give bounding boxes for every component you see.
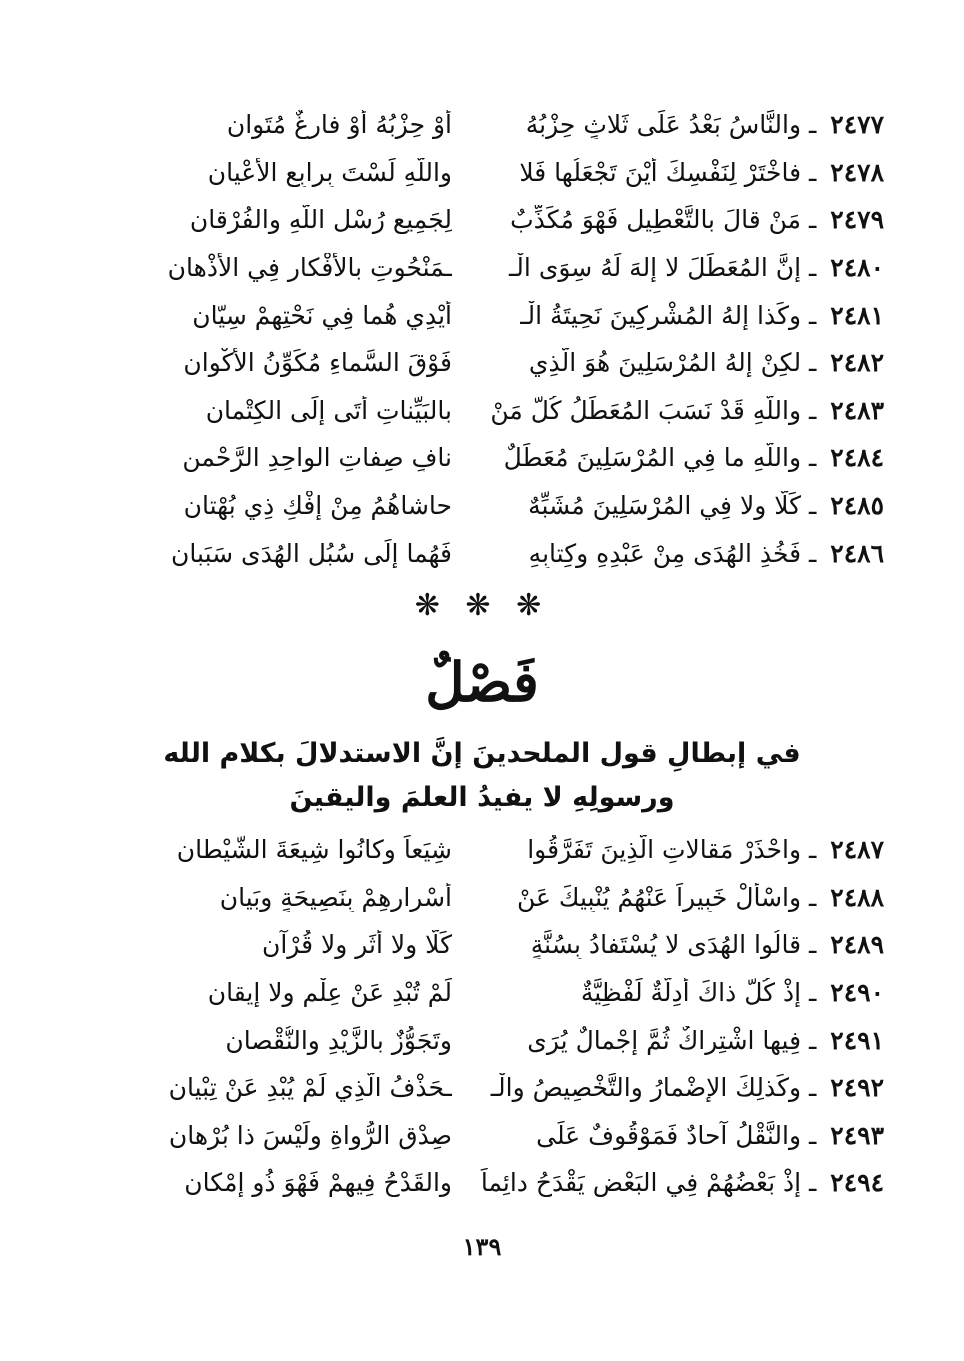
verse-number: ٢٤٩١ <box>830 1025 884 1055</box>
verse-second-hemistich: أيْدِي هُما فِي نَحْتِهِمْ سِيّانِ <box>192 300 452 330</box>
verse-text: والنَّقْلُ آحادٌ فَمَوْقُوفٌ عَلَى <box>536 1120 802 1150</box>
section-title: فَصْلٌ <box>425 650 539 714</box>
verse-text: فَخُذِ الهُدَى مِنْ عَبْدِهِ وكِتابِهِ <box>528 538 802 568</box>
verse-number: ٢٤٨١ <box>830 300 884 330</box>
verse-line <box>92 874 884 922</box>
verse-second-hemistich: شِيَعاً وكانُوا شِيعَةَ الشَّيْطانِ <box>176 835 452 865</box>
verse-second-hemistich: نافٍ صِفاتِ الواحِدِ الرَّحْمنِ <box>182 443 452 473</box>
verse-second-hemistich: ـمَنْحُوتِ بالأفْكارِ فِي الأذْهانِ <box>167 253 452 283</box>
verse-first-hemistich: ٢٤٨٢ ـ لكِنْ إلهُ المُرْسَلِينَ هُوَ الَّذِي <box>528 348 884 378</box>
verse-line <box>92 101 884 149</box>
verse-line <box>92 196 884 244</box>
verse-second-hemistich: بالبَيِّناتِ أتَى إلَى الكِتْمانِ <box>205 395 452 425</box>
verse-number: ٢٤٨٤ <box>830 443 884 473</box>
verse-first-hemistich: ٢٤٩١ ـ فِيها اشْتِراكٌ ثُمَّ إجْمالٌ يُرَى <box>527 1025 884 1055</box>
verse-line <box>92 291 884 339</box>
verse-first-hemistich: ٢٤٨٧ ـ واحْذَرْ مَقالاتِ الَّذِينَ تَفَرَّقُوا <box>527 835 884 865</box>
verse-second-hemistich: وتَجَوُّزٌ بالزَّيْدِ والنُّقْصانِ <box>225 1025 452 1055</box>
verse-number: ٢٤٨٨ <box>830 882 884 912</box>
verse-number: ٢٤٩٤ <box>830 1168 884 1198</box>
verse-first-hemistich: ٢٤٨٩ ـ قالُوا الهُدَى لا يُسْتَفادُ بِسُنَّةٍ <box>530 930 884 960</box>
verse-first-hemistich: ٢٤٩٣ ـ والنَّقْلُ آحادٌ فَمَوْقُوفٌ عَلَى <box>536 1120 884 1150</box>
verse-text: قالُوا الهُدَى لا يُسْتَفادُ بِسُنَّةٍ <box>530 930 802 960</box>
verse-text: فاخْتَرْ لِنَفْسِكَ أيْنَ تَجْعَلُها فَلا <box>519 157 802 187</box>
verse-number: ٢٤٩٢ <box>830 1073 884 1103</box>
verse-text: لكِنْ إلهُ المُرْسَلِينَ هُوَ الَّذِي <box>528 348 802 378</box>
verse-second-hemistich: أسْرارِهِمْ بِنَصِيحَةٍ وبَيانِ <box>219 882 452 912</box>
verse-line <box>92 482 884 530</box>
verse-second-hemistich: واللّهِ لَسْتَ بِرابِعِ الأعْيانِ <box>207 157 452 187</box>
section-separator: ❋ ❋ ❋ <box>414 588 550 623</box>
verse-second-hemistich: لِجَمِيعِ رُسْلِ اللّهِ والفُرْقانِ <box>189 205 452 235</box>
page-number: ١٣٩ <box>462 1232 502 1261</box>
verse-line <box>92 434 884 482</box>
verse-second-hemistich: والقَدْحُ فِيهِمْ فَهْوَ ذُو إمْكانِ <box>184 1168 452 1198</box>
verse-line <box>92 1159 884 1207</box>
verse-number: ٢٤٨٣ <box>830 395 884 425</box>
verse-text: وكَذلِكَ الإضْمارُ والتَّخْصِيصُ والْـ <box>490 1073 802 1103</box>
verse-text: إذْ كُلُّ ذاكَ أدِلَّةٌ لَفْظِيَّةٌ <box>580 978 802 1008</box>
verse-first-hemistich: ٢٤٧٨ ـ فاخْتَرْ لِنَفْسِكَ أيْنَ تَجْعَلُها فَلا <box>519 157 884 187</box>
verse-line <box>92 921 884 969</box>
verse-first-hemistich: ٢٤٩٠ ـ إذْ كُلُّ ذاكَ أدِلَّةٌ لَفْظِيَّةٌ <box>580 978 884 1008</box>
verse-first-hemistich: ٢٤٩٢ ـ وكَذلِكَ الإضْمارُ والتَّخْصِيصُ والْـ <box>490 1073 884 1103</box>
verse-first-hemistich: ٢٤٨٥ ـ كَلّا ولا فِي المُرْسَلِينَ مُشَبِّهٌ <box>528 491 884 521</box>
verse-second-hemistich: حاشاهُمُ مِنْ إفْكِ ذِي بُهْتانِ <box>183 491 452 521</box>
verse-second-hemistich: أوْ حِزْبُهُ أوْ فارِغٌ مُتَوانِ <box>226 110 452 140</box>
verse-number: ٢٤٨٧ <box>830 835 884 865</box>
verse-number: ٢٤٨٩ <box>830 930 884 960</box>
section-heading-line-2: ورسولِهِ لا يفيدُ العلمَ واليقينَ <box>289 782 675 813</box>
verse-second-hemistich: صِدْقِ الرُّواةِ ولَيْسَ ذا بُرْهانِ <box>168 1120 452 1150</box>
verse-line <box>92 244 884 292</box>
verse-line <box>92 1064 884 1112</box>
verse-text: والنَّاسُ بَعْدُ عَلَى ثَلاثٍ حِزْبُهُ <box>525 110 802 140</box>
verse-text: واسْألْ خَبِيراً عَنْهُمُ يُنْبِيكَ عَنْ <box>517 882 802 912</box>
verse-line <box>92 339 884 387</box>
verse-first-hemistich: ٢٤٩٤ ـ إذْ بَعْضُهُمْ فِي البَعْضِ يَقْدَحُ دائِماً <box>480 1168 884 1198</box>
verse-text: وكَذا إلهُ المُشْرِكِينَ نَحِيتَةُ الْـ <box>520 300 802 330</box>
verse-number: ٢٤٨٥ <box>830 491 884 521</box>
verse-text: فِيها اشْتِراكٌ ثُمَّ إجْمالٌ يُرَى <box>527 1025 802 1055</box>
verses-block-bottom <box>92 826 884 1207</box>
verse-number: ٢٤٨٦ <box>830 538 884 568</box>
verse-number: ٢٤٨٠ <box>830 253 884 283</box>
verse-second-hemistich: كَلّا ولا أثَرٍ ولا قُرْآنِ <box>261 930 452 960</box>
verse-first-hemistich: ٢٤٨١ ـ وكَذا إلهُ المُشْرِكِينَ نَحِيتَةُ الْـ <box>520 300 884 330</box>
verse-second-hemistich: لَمْ تُبْدِ عَنْ عِلْمٍ ولا إيقانِ <box>207 978 452 1008</box>
verse-text: مَنْ قالَ بالتَّعْطِيلِ فَهْوَ مُكَذِّبٌ <box>510 205 802 235</box>
verse-line <box>92 1112 884 1160</box>
verse-line <box>92 387 884 435</box>
verse-line <box>92 826 884 874</box>
verse-number: ٢٤٧٨ <box>830 157 884 187</box>
verse-text: إذْ بَعْضُهُمْ فِي البَعْضِ يَقْدَحُ دائِماً <box>480 1168 802 1198</box>
verse-number: ٢٤٩٠ <box>830 978 884 1008</box>
verse-text: إنَّ المُعَطِّلَ لا إلهَ لَهُ سِوَى الْـ <box>508 253 802 283</box>
verse-number: ٢٤٧٧ <box>830 110 884 140</box>
verse-second-hemistich: ـحَذْفُ الَّذِي لَمْ يُبْدِ عَنْ تِبْيانِ <box>168 1073 452 1103</box>
verse-number: ٢٤٨٢ <box>830 348 884 378</box>
verse-first-hemistich: ٢٤٨٣ ـ واللّهِ قَدْ نَسَبَ المُعَطِّلُ كُلَّ مَنْ <box>490 395 884 425</box>
verse-second-hemistich: فَوْقَ السَّماءِ مُكَوِّنُ الأكْوانِ <box>183 348 452 378</box>
verse-first-hemistich: ٢٤٨٨ ـ واسْألْ خَبِيراً عَنْهُمُ يُنْبِيكَ عَنْ <box>517 882 884 912</box>
verse-first-hemistich: ٢٤٨٤ ـ واللّهِ ما فِي المُرْسَلِينَ مُعَطِّلٌ <box>503 443 884 473</box>
verse-line <box>92 149 884 197</box>
verse-first-hemistich: ٢٤٧٩ ـ مَنْ قالَ بالتَّعْطِيلِ فَهْوَ مُكَذِّبٌ <box>510 205 884 235</box>
verse-line <box>92 1016 884 1064</box>
verse-first-hemistich: ٢٤٧٧ ـ والنَّاسُ بَعْدُ عَلَى ثَلاثٍ حِزْبُهُ <box>525 110 884 140</box>
verse-text: واللّهِ قَدْ نَسَبَ المُعَطِّلُ كُلَّ مَنْ <box>490 395 802 425</box>
verse-first-hemistich: ٢٤٨٠ ـ إنَّ المُعَطِّلَ لا إلهَ لَهُ سِوَى الْـ <box>508 253 884 283</box>
verse-text: واحْذَرْ مَقالاتِ الَّذِينَ تَفَرَّقُوا <box>527 835 802 865</box>
verse-number: ٢٤٩٣ <box>830 1120 884 1150</box>
verse-second-hemistich: فَهُما إلَى سُبُلِ الهُدَى سَبَبانِ <box>171 538 452 568</box>
verse-line <box>92 969 884 1017</box>
verses-block-top <box>92 101 884 577</box>
verse-number: ٢٤٧٩ <box>830 205 884 235</box>
verse-text: كَلّا ولا فِي المُرْسَلِينَ مُشَبِّهٌ <box>528 491 802 521</box>
verse-line <box>92 529 884 577</box>
verse-text: واللّهِ ما فِي المُرْسَلِينَ مُعَطِّلٌ <box>503 443 802 473</box>
section-heading-line-1: في إبطالِ قول الملحدينَ إنَّ الاستدلالَ بكلام الله <box>163 738 801 769</box>
verse-first-hemistich: ٢٤٨٦ ـ فَخُذِ الهُدَى مِنْ عَبْدِهِ وكِتابِهِ <box>528 538 884 568</box>
